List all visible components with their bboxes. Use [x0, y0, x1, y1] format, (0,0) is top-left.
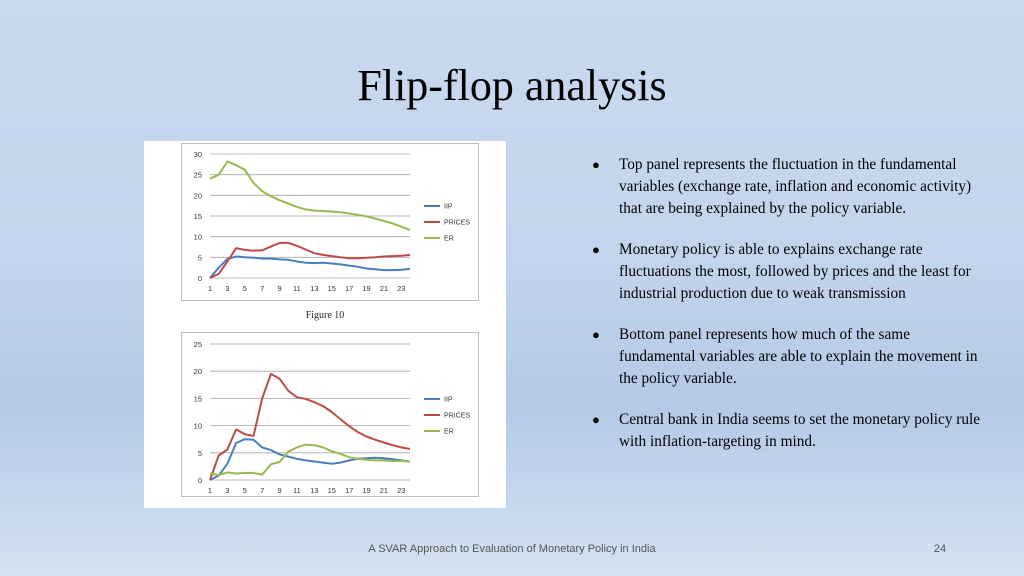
x-tick-label: 7 [260, 486, 265, 495]
bullet-dot-icon: ● [592, 242, 600, 257]
bullet-item [592, 239, 982, 305]
bullet-text: Central bank in India seems to set the monetary policy rule with inflation-targeting in mind. [619, 411, 981, 450]
bullet-dot-icon: ● [592, 157, 600, 172]
y-tick-label: 15 [193, 394, 202, 404]
series-line-er [210, 161, 410, 230]
bullet-item [592, 409, 982, 453]
top-panel-chart [182, 144, 478, 300]
legend-label: PRICES [444, 219, 471, 227]
legend-label: ER [444, 235, 454, 243]
y-tick-label: 10 [193, 232, 202, 242]
x-tick-label: 13 [310, 284, 319, 293]
legend-label: IIP [444, 396, 453, 404]
bullet-item [592, 154, 982, 220]
x-tick-label: 1 [207, 486, 213, 495]
bottom-panel-chart-frame [181, 332, 479, 497]
x-tick-label: 9 [277, 284, 282, 293]
x-tick-label: 21 [379, 486, 389, 495]
top-panel-chart-frame [181, 143, 479, 301]
y-tick-label: 20 [193, 367, 202, 377]
y-tick-label: 20 [193, 191, 202, 201]
page-number: 24 [933, 543, 947, 555]
bullet-text: Monetary policy is able to explains exchange rate fluctuations the most, followed by prices and the least for industrial production due to weak transmission [619, 241, 971, 302]
y-tick-label: 25 [193, 170, 202, 180]
slide-footer: A SVAR Approach to Evaluation of Monetary Policy in India [368, 543, 656, 555]
series-line-er [210, 445, 410, 476]
x-tick-label: 11 [293, 486, 301, 495]
x-tick-label: 23 [397, 284, 406, 293]
x-tick-label: 19 [362, 486, 371, 495]
x-tick-label: 3 [225, 486, 230, 495]
legend-label: ER [444, 428, 454, 436]
figure-caption: Figure 10 [305, 310, 345, 321]
y-tick-label: 5 [197, 448, 202, 458]
series-line-prices [210, 243, 410, 278]
y-tick-label: 10 [193, 421, 202, 431]
y-tick-label: 30 [193, 150, 202, 159]
x-tick-label: 15 [327, 284, 336, 293]
legend-label: IIP [444, 203, 453, 211]
y-tick-label: 5 [197, 253, 202, 263]
x-tick-label: 15 [327, 486, 336, 495]
x-tick-label: 7 [260, 284, 265, 293]
x-tick-label: 3 [225, 284, 230, 293]
series-line-prices [210, 374, 410, 480]
legend-label: PRICES [444, 412, 471, 420]
bullet-text: Bottom panel represents how much of the same fundamental variables are able to explain the movement in the policy variable. [619, 326, 978, 387]
x-tick-label: 9 [277, 486, 282, 495]
bullet-text: Top panel represents the fluctuation in the fundamental variables (exchange rate, inflation and economic activity) that are being explained by the policy variable. [619, 156, 972, 217]
bullet-item [592, 324, 982, 390]
series-line-iip [210, 257, 410, 279]
y-tick-label: 15 [193, 212, 202, 221]
x-tick-label: 1 [207, 284, 213, 293]
y-tick-label: 0 [197, 274, 202, 283]
slide-title: Flip-flop analysis [357, 61, 667, 110]
bottom-panel-chart [182, 333, 478, 496]
x-tick-label: 13 [310, 486, 319, 495]
x-tick-label: 17 [344, 486, 354, 495]
x-tick-label: 5 [242, 284, 247, 293]
x-tick-label: 19 [362, 284, 371, 293]
y-tick-label: 25 [193, 340, 202, 349]
bullet-dot-icon: ● [592, 327, 600, 342]
bullet-list [592, 154, 982, 472]
x-tick-label: 11 [293, 284, 301, 293]
x-tick-label: 5 [242, 486, 247, 495]
figure-image [144, 141, 506, 508]
x-tick-label: 17 [344, 284, 354, 293]
x-tick-label: 21 [379, 284, 389, 293]
x-tick-label: 23 [397, 486, 406, 495]
bullet-dot-icon: ● [592, 412, 600, 427]
y-tick-label: 0 [197, 476, 202, 485]
